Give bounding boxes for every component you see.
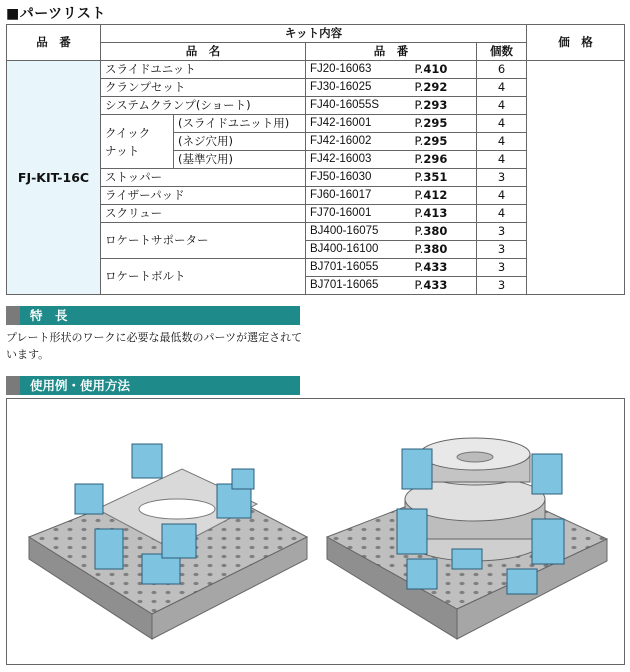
part-variant: (基準穴用) (174, 151, 306, 169)
clamp-block (407, 559, 437, 589)
clamp-block (402, 449, 432, 489)
catalog-page: P.296 (411, 151, 477, 169)
catalog-page: P.295 (411, 115, 477, 133)
header-code: 品 番 (306, 43, 477, 61)
catalog-page: P.380 (411, 241, 477, 259)
part-qty: 3 (477, 223, 527, 241)
features-heading-bar (6, 306, 300, 325)
quick-nut-label: クイック ナット (101, 115, 174, 169)
catalog-page: P.295 (411, 133, 477, 151)
part-name: ストッパー (101, 169, 306, 187)
usage-illustration (7, 399, 624, 664)
price-cell (527, 61, 625, 295)
catalog-page: P.413 (411, 205, 477, 223)
catalog-page: P.412 (411, 187, 477, 205)
part-qty: 4 (477, 115, 527, 133)
catalog-page: P.293 (411, 97, 477, 115)
part-code: BJ400-16075 (306, 223, 411, 241)
part-code: BJ400-16100 (306, 241, 411, 259)
part-code: FJ42-16003 (306, 151, 411, 169)
part-name: ロケートサポーター (101, 223, 306, 259)
usage-heading: 使用例・使用方法 (30, 378, 131, 393)
part-variant: (ネジ穴用) (174, 133, 306, 151)
part-qty: 4 (477, 79, 527, 97)
part-qty: 3 (477, 241, 527, 259)
table-row (7, 61, 625, 79)
clamp-block (452, 549, 482, 569)
usage-illustration-box (6, 398, 625, 665)
part-name: スクリュー (101, 205, 306, 223)
part-qty: 6 (477, 61, 527, 79)
header-hinmei: 品 名 (101, 43, 306, 61)
catalog-page: P.351 (411, 169, 477, 187)
part-name: クランプセット (101, 79, 306, 97)
header-qty: 個数 (477, 43, 527, 61)
header-hinban: 品 番 (7, 25, 101, 61)
part-code: BJ701-16055 (306, 259, 411, 277)
part-qty: 4 (477, 187, 527, 205)
part-name: ロケートボルト (101, 259, 306, 295)
catalog-page: P.433 (411, 277, 477, 295)
part-code: FJ20-16063 (306, 61, 411, 79)
part-code: FJ30-16025 (306, 79, 411, 97)
part-code: FJ60-16017 (306, 187, 411, 205)
clamp-block (507, 569, 537, 594)
clamp-block (532, 519, 564, 564)
part-name: システムクランプ(ショート) (101, 97, 306, 115)
part-code: FJ42-16001 (306, 115, 411, 133)
clamp-block (132, 444, 162, 478)
table-header-row-1 (7, 25, 625, 43)
part-qty: 3 (477, 169, 527, 187)
clamp-block (232, 469, 254, 489)
catalog-page: P.410 (411, 61, 477, 79)
section-tab-marker (6, 306, 20, 325)
parts-table (6, 24, 625, 295)
clamp-block (397, 509, 427, 554)
part-qty: 4 (477, 97, 527, 115)
part-qty: 3 (477, 259, 527, 277)
clamp-block (162, 524, 196, 558)
features-text: プレート形状のワークに必要な最低数のパーツが選定されています。 (6, 331, 303, 361)
kit-code: FJ-KIT-16C (7, 61, 101, 295)
features-heading: 特 長 (30, 308, 68, 323)
part-qty: 4 (477, 151, 527, 169)
part-qty: 4 (477, 133, 527, 151)
part-name: スライドユニット (101, 61, 306, 79)
header-price: 価 格 (527, 25, 625, 61)
part-code: FJ50-16030 (306, 169, 411, 187)
clamp-block (75, 484, 103, 514)
catalog-page: P.380 (411, 223, 477, 241)
section-tab-marker (6, 376, 20, 395)
parts-list-title: ■パーツリスト (6, 6, 106, 22)
part-code: BJ701-16065 (306, 277, 411, 295)
part-code: FJ42-16002 (306, 133, 411, 151)
catalog-page: P.433 (411, 259, 477, 277)
clamp-block (532, 454, 562, 494)
clamp-block (95, 529, 123, 569)
part-qty: 4 (477, 205, 527, 223)
catalog-page: P.292 (411, 79, 477, 97)
part-qty: 3 (477, 277, 527, 295)
header-kit-contents: キット内容 (101, 25, 527, 43)
usage-heading-bar (6, 376, 300, 395)
part-name: ライザーパッド (101, 187, 306, 205)
part-variant: (スライドユニット用) (174, 115, 306, 133)
part-code: FJ70-16001 (306, 205, 411, 223)
part-code: FJ40-16055S (306, 97, 411, 115)
